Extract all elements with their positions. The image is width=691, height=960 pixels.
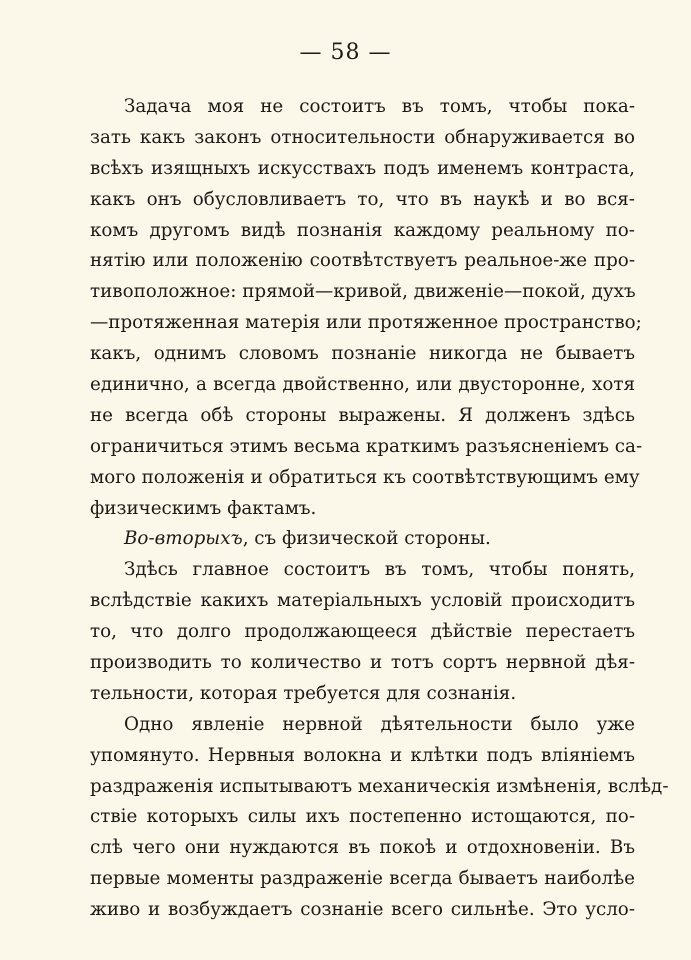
section-heading-italic: Во-вторыхъ [124,528,243,550]
text-line: Задача моя не состоитъ въ томъ, чтобы пока- [124,96,635,117]
text-line: тивоположное: прямой—кривой, движеніе—покой, духъ [90,281,636,303]
text-line: физическимъ фактамъ. [90,497,317,519]
text-line: какъ, однимъ словомъ познаніе никогда не бываетъ [90,343,635,365]
text-line: ствіе которыхъ силы ихъ постепенно истощаются, по- [90,806,635,828]
page-number: — 58 — [299,40,392,65]
text-line: упомянуто. Нервныя волокна и клѣтки подъ вліяніемъ [90,744,635,766]
text-line: вслѣдствіе какихъ матеріальныхъ условій происходитъ [90,590,635,612]
text-line: слѣ чего они нуждаются въ покоѣ и отдохновеніи. Въ [90,837,635,859]
text-line: мого положенія и обратиться къ соотвѣтствующимъ ему [90,466,640,488]
text-line: Здѣсь главное состоитъ въ томъ, чтобы понять, [124,559,635,581]
body-text [90,92,669,926]
section-heading-rest: , съ физической стороны. [242,528,491,550]
text-line: комъ другомъ видѣ познанія каждому реальному по- [90,219,635,241]
text-line: живо и возбуждаетъ сознаніе всего сильнѣе. Это усло- [90,899,635,921]
text-line: нятію или положенію соотвѣтствуетъ реальное-же про- [90,250,635,272]
text-line: ограничиться этимъ весьма краткимъ разъясненіемъ са- [90,435,643,457]
text-line: Одно явленіе нервной дѣятельности было уже [124,713,635,735]
text-line: зать какъ законъ относительности обнаруживается во [90,126,635,148]
text-line: —протяженная матерія или протяженное пространство; [90,312,642,334]
text-line: всѣхъ изящныхъ искусствахъ подъ именемъ контраста, [90,157,635,179]
text-line: не всегда обѣ стороны выражены. Я долженъ здѣсь [90,404,635,426]
text-line: производить то количество и тотъ сортъ нервной дѣя- [90,652,635,674]
text-line: раздраженія испытываютъ механическія измѣненія, вслѣд- [90,775,669,797]
text-line: какъ онъ обусловливаетъ то, что въ наукѣ и во вся- [90,188,635,210]
text-line: тельности, которая требуется для сознанія. [90,682,517,704]
text-line: единично, а всегда двойственно, или двусторонне, хотя [90,374,635,396]
section-heading [90,524,635,555]
text-line: то, что долго продолжающееся дѣйствіе перестаетъ [90,621,635,643]
text-line: первые моменты раздраженіе всегда бываетъ наиболѣе [90,868,635,890]
